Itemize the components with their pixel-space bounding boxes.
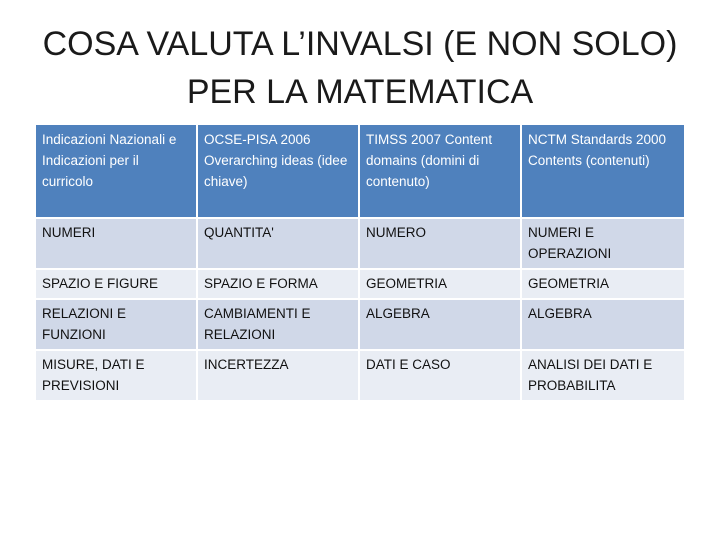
table-cell: ALGEBRA [522,300,684,351]
table-cell: INCERTEZZA [198,351,360,402]
table-cell: ALGEBRA [360,300,522,351]
table-cell: GEOMETRIA [522,270,684,300]
table-cell: CAMBIAMENTI E RELAZIONI [198,300,360,351]
slide-title-line-1: COSA VALUTA L’INVALSI (E NON SOLO) [42,25,678,63]
table-cell: RELAZIONI E FUNZIONI [36,300,198,351]
table-cell: NUMERO [360,219,522,270]
table-cell: QUANTITA' [198,219,360,270]
table-row [36,351,684,402]
table-cell: NUMERI E OPERAZIONI [522,219,684,270]
header-cell: TIMSS 2007 Content domains (domini di contenuto) [360,125,522,219]
table-row [36,219,684,270]
header-cell: OCSE-PISA 2006 Overarching ideas (idee chiave) [198,125,360,219]
table-row [36,300,684,351]
table-cell: SPAZIO E FIGURE [36,270,198,300]
slide-title [20,20,700,116]
table-row [36,270,684,300]
comparison-table [36,125,684,402]
table-header-row [36,125,684,219]
table-cell: DATI E CASO [360,351,522,402]
table-cell: GEOMETRIA [360,270,522,300]
table-cell: SPAZIO E FORMA [198,270,360,300]
table-cell: ANALISI DEI DATI E PROBABILITA [522,351,684,402]
slide-title-line-2: PER LA MATEMATICA [186,73,534,111]
table-cell: MISURE, DATI E PREVISIONI [36,351,198,402]
header-cell: Indicazioni Nazionali e Indicazioni per il curricolo [36,125,198,219]
header-cell: NCTM Standards 2000 Contents (contenuti) [522,125,684,219]
table-cell: NUMERI [36,219,198,270]
